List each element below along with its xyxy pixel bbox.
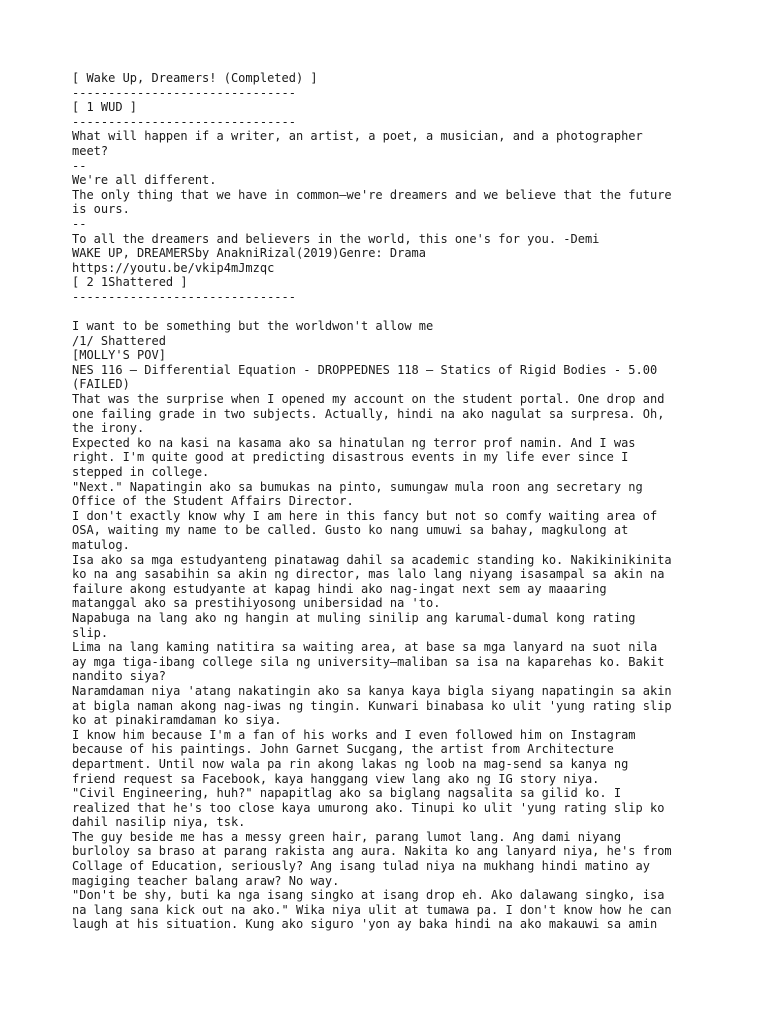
document-line: https://youtu.be/vkip4mJmzqc	[72, 260, 275, 275]
document-line: ay mga tiga-ibang college sila ng university—maliban sa isa na kaparehas ko. Bakit	[72, 654, 665, 669]
document-line: [ Wake Up, Dreamers! (Completed) ]	[72, 71, 318, 85]
document-line: NES 116 – Differential Equation - DROPPEDNES 118 – Statics of Rigid Bodies - 5.00	[72, 362, 658, 377]
document-line: nandito siya?	[72, 669, 166, 684]
document-line: The only thing that we have in common—we're dreamers and we believe that the future	[72, 187, 672, 202]
document-line: slip.	[72, 625, 109, 640]
document-line: meet?	[72, 143, 109, 158]
document-line: "Civil Engineering, huh?" napapitlag ako sa biglang nagsalita sa gilid ko. I	[72, 786, 622, 801]
document-line: (FAILED)	[72, 377, 130, 392]
document-line: is ours.	[72, 202, 130, 217]
document-line: failure akong estudyante at kapag hindi ako nag-ingat next sem ay maaaring	[72, 581, 607, 596]
document-line: [ 2 1Shattered ]	[72, 275, 188, 290]
document-line: -------------------------------	[72, 289, 296, 304]
document-line: because of his paintings. John Garnet Sucgang, the artist from Architecture	[72, 742, 614, 757]
document-line: WAKE UP, DREAMERSby AnakniRizal(2019)Genre: Drama	[72, 246, 427, 261]
document-line: laugh at his situation. Kung ako siguro 'yon ay baka hindi na ako makauwi sa amin	[72, 917, 658, 932]
document-line: Expected ko na kasi na kasama ako sa hinatulan ng terror prof namin. And I was	[72, 435, 636, 450]
document-line: burloloy sa braso at parang rakista ang aura. Nakita ko ang lanyard niya, he's from	[72, 844, 672, 859]
document-line: friend request sa Facebook, kaya hanggang view lang ako ng IG story niya.	[72, 771, 600, 786]
document-line: [ 1 WUD ]	[72, 100, 138, 115]
document-line: matulog.	[72, 538, 130, 552]
document-line: That was the surprise when I opened my account on the student portal. One drop and	[72, 392, 665, 407]
document-line: at bigla naman akong nag-iwas ng tingin. Kunwari binabasa ko ulit 'yung rating slip	[72, 698, 672, 713]
document-line: I don't exactly know why I am here in this fancy but not so comfy waiting area of	[72, 508, 658, 523]
document-line: department. Until now wala pa rin akong lakas ng loob na mag-send sa kanya ng	[72, 756, 629, 771]
document-line: Lima na lang kaming natitira sa waiting area, at base sa mga lanyard na suot nila	[72, 640, 658, 655]
document-line: We're all different.	[72, 173, 217, 188]
document-line: magiging teacher balang araw? No way.	[72, 873, 340, 888]
document-line: Naramdaman niya 'atang nakatingin ako sa kanya kaya bigla siyang napatingin sa akin	[72, 683, 672, 698]
document-line: -------------------------------	[72, 85, 296, 100]
document-line: matanggal ako sa prestihiyosong unibersidad na 'to.	[72, 596, 441, 611]
document-line: Collage of Education, seriously? Ang isang tulad niya na mukhang hindi matino ay	[72, 859, 650, 874]
document-line: stepped in college.	[72, 465, 210, 480]
document-line: realized that he's too close kaya umurong ako. Tinupi ko ulit 'yung rating slip ko	[72, 800, 665, 815]
document-line: "Next." Napatingin ako sa bumukas na pinto, sumungaw mula roon ang secretary ng	[72, 479, 643, 494]
document-line: [MOLLY'S POV]	[72, 348, 166, 363]
document-line: one failing grade in two subjects. Actually, hindi na ako nagulat sa surpresa. Oh,	[72, 406, 665, 421]
document-line: Isa ako sa mga estudyanteng pinatawag dahil sa academic standing ko. Nakikinikinita	[72, 552, 672, 567]
document-line: Napabuga na lang ako ng hangin at muling sinilip ang karumal-dumal kong rating	[72, 610, 636, 625]
document-line: I know him because I'm a fan of his works and I even followed him on Instagram	[72, 727, 636, 742]
document-line: --	[72, 158, 87, 173]
document-line: I want to be something but the worldwon't allow me	[72, 319, 434, 334]
document-line: /1/ Shattered	[72, 333, 166, 348]
document-line: --	[72, 216, 87, 231]
document-line: The guy beside me has a messy green hair, parang lumot lang. Ang dami niyang	[72, 829, 622, 844]
document-page	[72, 71, 712, 932]
document-line: dahil nasilip niya, tsk.	[72, 815, 246, 830]
document-line: na lang sana kick out na ako." Wika niya ulit at tumawa pa. I don't know how he can	[72, 902, 672, 917]
document-line: ko na ang sasabihin sa akin ng director, mas lalo lang niyang isasampal sa akin na	[72, 567, 665, 582]
document-line: What will happen if a writer, an artist, a poet, a musician, and a photographer	[72, 129, 643, 144]
document-line: Office of the Student Affairs Director.	[72, 494, 354, 509]
document-line: ko at pinakiramdaman ko siya.	[72, 713, 282, 728]
document-line: "Don't be shy, buti ka nga isang singko at isang drop eh. Ako dalawang singko, isa	[72, 888, 665, 903]
document-line: right. I'm quite good at predicting disastrous events in my life ever since I	[72, 450, 629, 465]
document-line: the irony.	[72, 421, 145, 436]
document-line: OSA, waiting my name to be called. Gusto ko nang umuwi sa bahay, magkulong at	[72, 523, 629, 538]
document-line: -------------------------------	[72, 114, 296, 129]
document-line	[72, 305, 712, 320]
document-line: To all the dreamers and believers in the world, this one's for you. -Demi	[72, 231, 600, 246]
